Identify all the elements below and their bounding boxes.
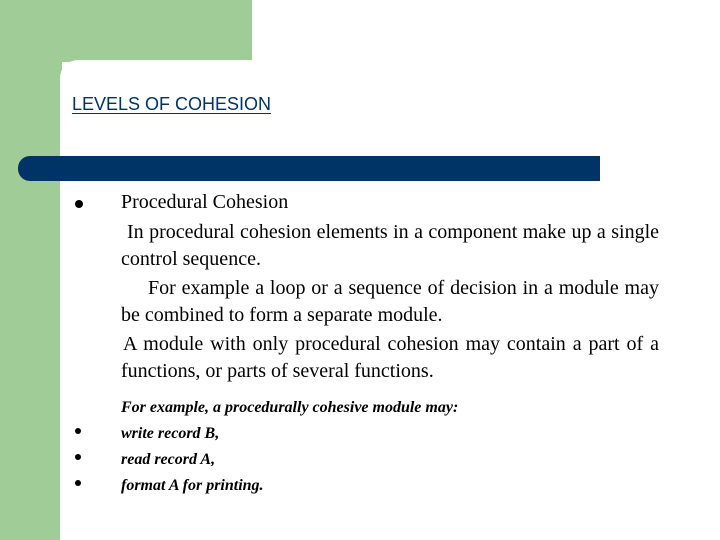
green-accent-top: [0, 0, 252, 62]
bullet-main: [75, 200, 83, 208]
example-list: [121, 395, 591, 499]
bullet-item: [75, 454, 81, 460]
example-intro: For example, a procedurally cohesive module may:: [121, 399, 459, 416]
example-item: format A for printing.: [121, 477, 264, 494]
green-accent-left: [0, 0, 62, 540]
paragraph-definition: In procedural cohesion elements in a component make up a single control sequence.: [121, 221, 659, 270]
example-item: read record A,: [121, 451, 216, 468]
bullet-item: [75, 428, 81, 434]
bullet-item: [75, 480, 81, 486]
paragraph-example: For example a loop or a sequence of decision in a module may be combined to form a separate module.: [121, 277, 659, 326]
body-text: [121, 189, 659, 385]
slide-title: LEVELS OF COHESION: [72, 94, 272, 114]
example-item: write record B,: [121, 425, 220, 442]
title-divider-bar: [18, 156, 600, 181]
paragraph-note: A module with only procedural cohesion may contain a part of a functions, or parts of several functions.: [121, 333, 659, 382]
section-heading: Procedural Cohesion: [121, 191, 289, 213]
